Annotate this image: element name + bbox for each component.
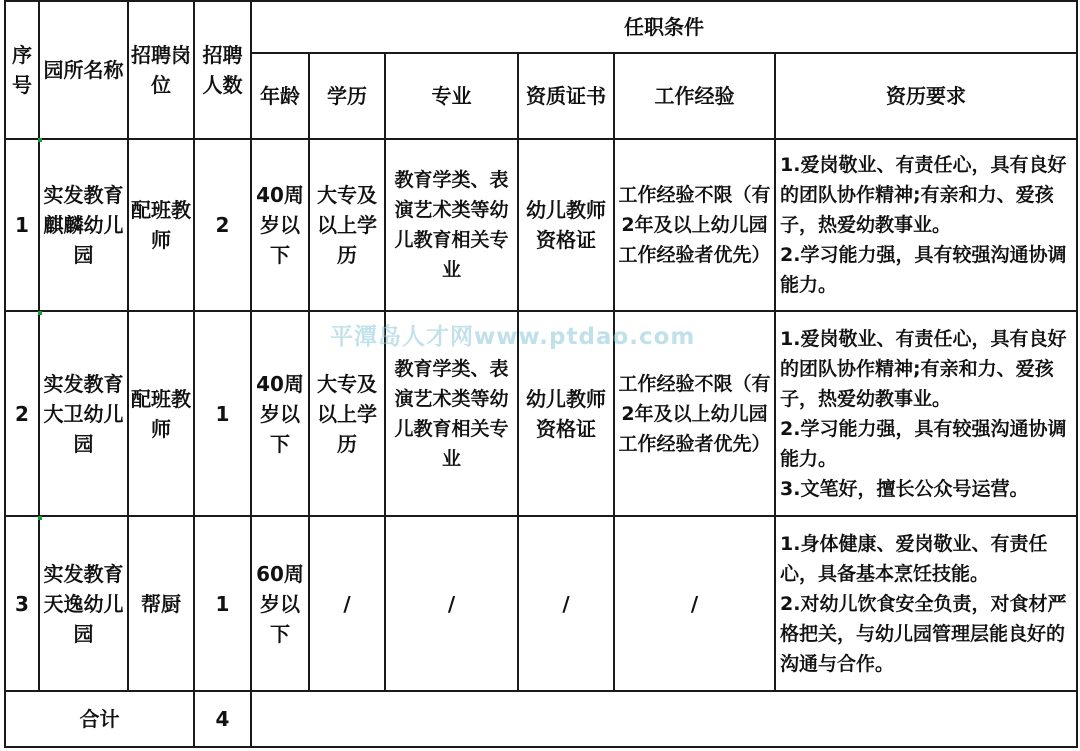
row-position: 配班教师	[128, 311, 194, 516]
requirement-item: 2.学习能力强，具有较强沟通协调能力。	[780, 244, 1067, 296]
row-requirements	[775, 311, 1077, 516]
total-blank	[251, 691, 1077, 747]
watermark: 平潭岛人才网www.ptdao.com	[330, 324, 696, 350]
cell-marker	[38, 138, 42, 142]
row-major: /	[385, 516, 518, 691]
header-park-name: 园所名称	[39, 1, 128, 139]
row-seq: 2	[5, 311, 39, 516]
row-experience: /	[614, 516, 775, 691]
row-position: 帮厨	[128, 516, 194, 691]
row-count: 1	[194, 516, 251, 691]
row-major: 教育学类、表演艺术类等幼儿教育相关专业	[385, 311, 518, 516]
requirement-item: 1.身体健康、爱岗敬业、有责任心，具备基本烹饪技能。	[780, 532, 1048, 585]
requirement-item: 1.爱岗敬业、有责任心，具有良好的团队协作精神;有亲和力、爱孩子，热爱幼教事业。	[780, 327, 1067, 410]
header-row-top	[5, 1, 1077, 53]
requirement-item: 2.对幼儿饮食安全负责，对食材严格把关，与幼儿园管理层能良好的沟通与合作。	[780, 592, 1067, 675]
row-education: 大专及以上学历	[309, 311, 385, 516]
header-seq: 序号	[5, 1, 39, 139]
table-row	[5, 311, 1077, 516]
row-certificate: 幼儿教师资格证	[518, 311, 614, 516]
row-certificate: /	[518, 516, 614, 691]
row-park-name: 实发教育天逸幼儿园	[39, 516, 128, 691]
row-park-name: 实发教育大卫幼儿园	[39, 311, 128, 516]
row-park-name: 实发教育麒麟幼儿园	[39, 139, 128, 311]
requirement-item: 2.学习能力强，具有较强沟通协调能力。	[780, 417, 1067, 470]
row-count: 1	[194, 311, 251, 516]
row-requirements	[775, 516, 1077, 691]
total-row	[5, 691, 1077, 747]
row-education: /	[309, 516, 385, 691]
row-certificate: 幼儿教师资格证	[518, 139, 614, 311]
row-position: 配班教师	[128, 139, 194, 311]
cell-marker	[38, 516, 42, 520]
header-certificate: 资质证书	[518, 53, 614, 139]
row-age: 40周岁以下	[251, 139, 309, 311]
table-row	[5, 139, 1077, 311]
cell-marker	[38, 311, 42, 315]
row-age: 40周岁以下	[251, 311, 309, 516]
row-seq: 1	[5, 139, 39, 311]
row-requirements	[775, 139, 1077, 311]
total-count: 4	[194, 691, 251, 747]
header-requirements: 资历要求	[775, 53, 1077, 139]
row-seq: 3	[5, 516, 39, 691]
header-count: 招聘人数	[194, 1, 251, 139]
row-experience: 工作经验不限（有2年及以上幼儿园工作经验者优先）	[614, 139, 775, 311]
requirement-item: 1.爱岗敬业、有责任心，具有良好的团队协作精神;有亲和力、爱孩子，热爱幼教事业。	[780, 154, 1067, 236]
table-row	[5, 516, 1077, 691]
total-label: 合计	[5, 691, 194, 747]
header-education: 学历	[309, 53, 385, 139]
header-age: 年龄	[251, 53, 309, 139]
header-experience: 工作经验	[614, 53, 775, 139]
header-conditions: 任职条件	[251, 1, 1077, 53]
recruitment-table	[4, 0, 1078, 748]
row-experience: 工作经验不限（有2年及以上幼儿园工作经验者优先）	[614, 311, 775, 516]
header-major: 专业	[385, 53, 518, 139]
row-count: 2	[194, 139, 251, 311]
header-position: 招聘岗位	[128, 1, 194, 139]
row-age: 60周岁以下	[251, 516, 309, 691]
requirement-item: 3.文笔好，擅长公众号运营。	[780, 477, 1029, 500]
row-education: 大专及以上学历	[309, 139, 385, 311]
row-major: 教育学类、表演艺术类等幼儿教育相关专业	[385, 139, 518, 311]
